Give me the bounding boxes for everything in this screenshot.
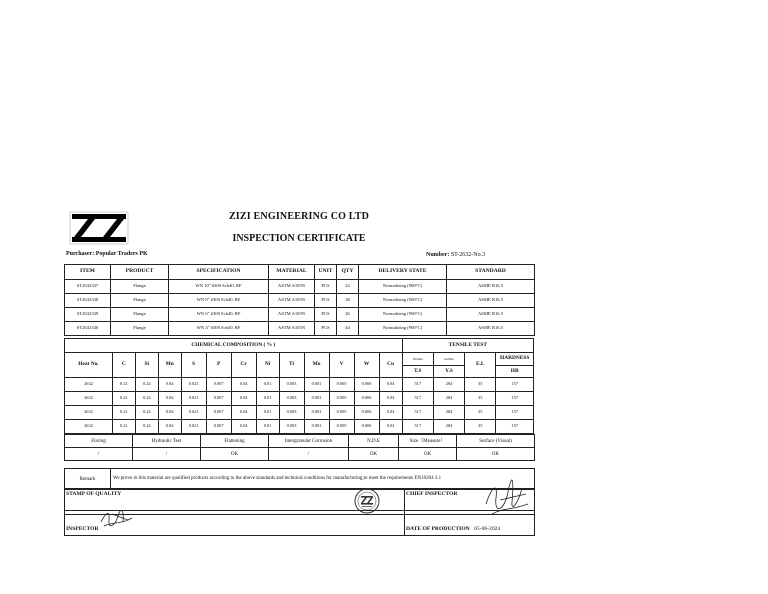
table-cell: 0.005 [329, 406, 354, 420]
table-cell: WN 6" #300 Sch40, RF [169, 308, 269, 322]
table-cell: 0.007 [206, 392, 231, 406]
ts-unit: Ob/Mpa [412, 356, 423, 361]
table-cell: 0.005 [329, 420, 354, 434]
chemical-composition-table [64, 338, 534, 434]
table-cell: 284 [433, 420, 464, 434]
table-cell: ASTM A105N [269, 294, 315, 308]
test-value: OK [457, 448, 535, 461]
table-cell: 0.01 [256, 406, 279, 420]
element-header: Ni [256, 353, 279, 378]
table-cell: 35 [465, 378, 496, 392]
stamp-of-quality-label: STAMP OF QUALITY [65, 489, 405, 515]
table-cell: 0.001 [304, 420, 329, 434]
table-cell: 0.001 [304, 378, 329, 392]
test-header: Flaring [65, 435, 133, 448]
col-header: ITEM [65, 265, 111, 280]
chemical-title: CHEMICAL COMPOSITION ( % ) [65, 339, 403, 353]
table-cell: ASME B16.5 [447, 322, 535, 336]
table-cell: 0.01 [256, 420, 279, 434]
remark-table [64, 468, 535, 490]
document-title: INSPECTION CERTIFICATE [232, 233, 366, 244]
table-cell: PCS [315, 280, 337, 294]
table-row [65, 406, 534, 420]
table-cell: ASTM A105N [269, 308, 315, 322]
table-cell: 0.21 [112, 420, 135, 434]
table-cell: 2632 [65, 378, 113, 392]
ys-label: Y.S [433, 366, 464, 378]
table-cell: PCS [315, 322, 337, 336]
date-label: DATE OF PRODUCTION [406, 526, 470, 533]
test-value: / [65, 448, 133, 461]
tests-value-row [65, 448, 535, 461]
table-cell: 0.24 [135, 406, 158, 420]
date-value: 05-06-2024 [474, 526, 501, 533]
test-value: / [269, 448, 349, 461]
table-cell: ASME B16.5 [447, 308, 535, 322]
element-header: Si [135, 353, 158, 378]
table-cell: 0.021 [181, 406, 206, 420]
table-cell: 0.24 [135, 378, 158, 392]
table-cell: Normalizing (900°C) [359, 322, 447, 336]
element-header: Ti [279, 353, 304, 378]
table-cell: 2632 [65, 392, 113, 406]
table-cell: 0.006 [354, 392, 379, 406]
table-cell: 0.007 [206, 406, 231, 420]
tests-table [64, 434, 535, 461]
table-cell: 0.006 [354, 406, 379, 420]
table-cell: 0.001 [304, 406, 329, 420]
table-cell: 35 [465, 392, 496, 406]
el-header: E.L [465, 353, 496, 378]
remark-row [65, 469, 535, 490]
table-cell: 0.006 [354, 378, 379, 392]
table-cell: ST2632338 [65, 294, 111, 308]
table-cell: 0.84 [158, 406, 181, 420]
company-name: ZIZI ENGINEERING CO LTD [228, 211, 370, 222]
items-header-row [65, 265, 535, 280]
ts-header [402, 353, 433, 366]
table-cell: 517 [402, 392, 433, 406]
tensile-title: TENSILE TEST [402, 339, 533, 353]
table-cell: Normalizing (900°C) [359, 280, 447, 294]
table-cell: PCS [315, 308, 337, 322]
table-cell: 0.84 [158, 378, 181, 392]
table-row [65, 294, 535, 308]
table-cell: ASTM A105N [269, 322, 315, 336]
table-cell: ST2632339 [65, 308, 111, 322]
table-cell: 35 [465, 406, 496, 420]
element-header: C [112, 353, 135, 378]
table-cell: 0.01 [256, 378, 279, 392]
table-cell: 517 [402, 420, 433, 434]
table-cell: 0.04 [379, 420, 402, 434]
element-header: Cr [231, 353, 256, 378]
table-cell: Flange [111, 308, 169, 322]
table-cell: 0.003 [279, 420, 304, 434]
table-cell: 0.007 [206, 420, 231, 434]
certificate-number [426, 252, 485, 258]
col-header: QTY [337, 265, 359, 280]
col-header: MATERIAL [269, 265, 315, 280]
table-cell: 0.04 [379, 378, 402, 392]
test-value: OK [201, 448, 269, 461]
col-header: PRODUCT [111, 265, 169, 280]
table-cell: 284 [433, 378, 464, 392]
purchaser-label: Purchaser: [66, 251, 95, 257]
table-cell: ASME B16.5 [447, 280, 535, 294]
table-cell: 0.04 [231, 420, 256, 434]
table-cell: Flange [111, 322, 169, 336]
table-cell: 2632 [65, 406, 113, 420]
chem-header-row [65, 353, 534, 366]
table-cell: 0.04 [379, 406, 402, 420]
table-cell: 157 [496, 406, 534, 420]
table-cell: 157 [496, 420, 534, 434]
table-cell: 0.04 [231, 406, 256, 420]
table-cell: 22 [337, 280, 359, 294]
table-cell: Normalizing (900°C) [359, 308, 447, 322]
table-cell: 0.24 [135, 392, 158, 406]
inspector-label: INSPECTOR [65, 511, 405, 536]
table-cell: 0.21 [112, 406, 135, 420]
table-cell: 0.021 [181, 392, 206, 406]
table-cell: 284 [433, 406, 464, 420]
quality-stamp [354, 488, 380, 514]
test-header: Flattening [201, 435, 269, 448]
test-header: Intergranular Corrosion [269, 435, 349, 448]
ys-unit: Os/Mpa [444, 356, 454, 361]
table-cell: 0.01 [256, 392, 279, 406]
chem-title-row [65, 339, 534, 353]
table-cell: 0.005 [329, 392, 354, 406]
table-cell: 38 [337, 294, 359, 308]
table-cell: WN 4" #300 Sch40, RF [169, 322, 269, 336]
col-header: UNIT [315, 265, 337, 280]
ts-label: T.S [402, 366, 433, 378]
ys-header [433, 353, 464, 366]
test-value: OK [349, 448, 399, 461]
table-row [65, 420, 534, 434]
table-cell: 0.24 [135, 420, 158, 434]
table-cell: Normalizing (900°C) [359, 294, 447, 308]
number-label: Number: [426, 252, 450, 258]
table-cell: 0.007 [206, 378, 231, 392]
table-cell: 0.84 [158, 392, 181, 406]
chief-inspector-label: CHIEF INSPECTOR [405, 489, 535, 515]
test-header: Surface (Visual) [457, 435, 535, 448]
element-header: Cu [379, 353, 402, 378]
inspector-signature [98, 506, 134, 530]
table-cell: 0.04 [379, 392, 402, 406]
element-header: S [181, 353, 206, 378]
table-cell: 44 [337, 322, 359, 336]
table-cell: 517 [402, 406, 433, 420]
table-cell: 0.006 [354, 420, 379, 434]
table-cell: 35 [465, 420, 496, 434]
table-cell: 157 [496, 378, 534, 392]
table-cell: WN 8" #300 Sch40, RF [169, 294, 269, 308]
number-value: ST-2632-No.3 [450, 252, 486, 258]
element-header: P [206, 353, 231, 378]
element-header: W [354, 353, 379, 378]
table-cell: ST2632337 [65, 280, 111, 294]
table-row [65, 308, 535, 322]
hardness-header: HARDNESS [496, 353, 534, 366]
heat-no-header: Heat No. [65, 353, 113, 378]
test-header: Hydraulic Test [133, 435, 201, 448]
table-row [65, 280, 535, 294]
items-table [64, 264, 535, 336]
col-header: DELIVERY STATE [359, 265, 447, 280]
col-header: SPECIFICATION [169, 265, 269, 280]
inspection-certificate [64, 206, 534, 532]
test-header: Size（Measure） [399, 435, 457, 448]
table-row [65, 392, 534, 406]
table-row [65, 322, 535, 336]
tests-header-row [65, 435, 535, 448]
element-header: Mo [304, 353, 329, 378]
table-cell: 284 [433, 392, 464, 406]
table-cell: 517 [402, 378, 433, 392]
table-cell: WN 10" #300 Sch40, RF [169, 280, 269, 294]
table-cell: 0.021 [181, 420, 206, 434]
table-cell: 0.84 [158, 420, 181, 434]
table-cell: ASTM A105N [269, 280, 315, 294]
remark-text: We prove in this material are qualified products according to the above standards and technical conditions for manufacturing,to meet the requirements EN10204 3.1 [111, 469, 535, 490]
remark-label: Remark [65, 469, 111, 490]
col-header: STANDARD [447, 265, 535, 280]
table-row [65, 378, 534, 392]
hb-label: HB [496, 366, 534, 378]
table-cell: 0.21 [112, 378, 135, 392]
table-cell: 0.003 [279, 392, 304, 406]
table-cell: PCS [315, 294, 337, 308]
element-header: Mn [158, 353, 181, 378]
table-cell: 26 [337, 308, 359, 322]
table-cell: 0.021 [181, 378, 206, 392]
table-cell: ASME B16.5 [447, 294, 535, 308]
element-header: V [329, 353, 354, 378]
table-cell: 0.04 [231, 392, 256, 406]
purchaser [66, 251, 148, 257]
table-cell: 157 [496, 392, 534, 406]
chief-inspector-signature [482, 474, 532, 520]
table-cell: ST2632340 [65, 322, 111, 336]
test-value: OK [399, 448, 457, 461]
table-cell: 0.003 [279, 406, 304, 420]
test-value: / [133, 448, 201, 461]
inspector-row-table [64, 510, 535, 536]
table-cell: Flange [111, 280, 169, 294]
table-cell: 0.003 [279, 378, 304, 392]
table-cell: 0.001 [304, 392, 329, 406]
inspector-row [65, 511, 535, 536]
purchaser-value: Popular Traders PK [95, 251, 148, 257]
table-cell: 0.04 [231, 378, 256, 392]
table-cell: 0.005 [329, 378, 354, 392]
table-cell: 0.21 [112, 392, 135, 406]
table-cell: Flange [111, 294, 169, 308]
test-header: N.D.E [349, 435, 399, 448]
table-cell: 2632 [65, 420, 113, 434]
